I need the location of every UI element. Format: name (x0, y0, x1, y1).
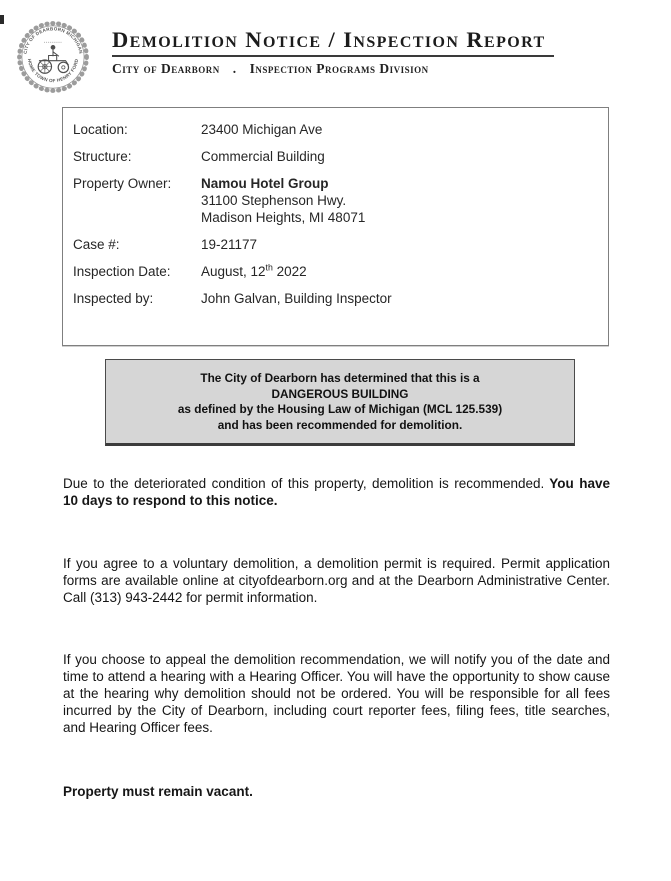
department-subtitle (112, 61, 554, 77)
subtitle-separator: . (232, 61, 237, 76)
form-row-case-number (73, 236, 598, 253)
dangerous-building-notice-box (105, 359, 575, 446)
seal-antique-car-icon (38, 42, 68, 73)
subtitle-division: Inspection Programs Division (249, 61, 429, 76)
date-ordinal-suffix: th (265, 262, 273, 273)
structure-value: Commercial Building (201, 149, 325, 164)
inspected-by-label: Inspected by: (73, 291, 154, 306)
inspection-date-value: August, 12th 2022 (201, 262, 307, 279)
case-number-label: Case #: (73, 237, 120, 252)
property-info-box (62, 107, 609, 346)
notice-line-4: and has been recommended for demolition. (217, 417, 463, 432)
paragraph-response-deadline (63, 475, 610, 509)
form-row-location (73, 121, 598, 138)
paragraph-voluntary-demolition: If you agree to a voluntary demolition, a demolition permit is required. Permit application forms are available online at cityofdearborn.org and at the Dearborn Administrative Center. Call (313) 943-2442 for permit information. (63, 556, 610, 606)
form-row-inspected-by (73, 290, 598, 307)
location-label: Location: (73, 122, 128, 137)
notice-line-2: DANGEROUS BUILDING (271, 386, 409, 401)
form-row-property-owner (73, 175, 598, 226)
location-value: 23400 Michigan Ave (201, 122, 323, 137)
form-row-structure (73, 148, 598, 165)
page-title: Demolition Notice / Inspection Report (112, 27, 554, 57)
paragraph-appeal-process: If you choose to appeal the demolition recommendation, we will notify you of the date and time to attend a hearing with a Hearing Officer. You will have the opportunity to show cause at the hearing why demolition should not be ordered. You will be responsible for all fees incurred by the City of Dearborn, including court reporter fees, filing fees, title searches, and Hearing Officer fees. (63, 652, 610, 736)
structure-label: Structure: (73, 149, 132, 164)
form-row-inspection-date (73, 263, 598, 280)
p1-normal-text: Due to the deteriorated condition of this property, demolition is recommended. (63, 476, 545, 492)
subtitle-city: City of Dearborn (112, 61, 220, 76)
owner-address-line1: 31100 Stephenson Hwy. (201, 193, 347, 208)
inspection-date-label: Inspection Date: (73, 264, 171, 279)
seal-top-text: CITY OF DEARBORN MICHIGAN (22, 26, 84, 55)
city-seal-icon (16, 20, 90, 94)
property-owner-label: Property Owner: (73, 176, 172, 191)
seal-bottom-text: HOME TOWN OF HENRY FORD (26, 58, 80, 84)
notice-line-1: The City of Dearborn has determined that this is a (200, 371, 480, 385)
paragraph-vacancy-requirement: Property must remain vacant. (63, 784, 253, 800)
owner-address-line2: Madison Heights, MI 48071 (201, 210, 366, 225)
document-header (0, 0, 671, 107)
property-owner-value (201, 175, 598, 226)
notice-line-3: as defined by the Housing Law of Michigan (MCL 125.539) (177, 402, 503, 417)
owner-name: Namou Hotel Group (201, 176, 329, 191)
inspected-by-value: John Galvan, Building Inspector (201, 291, 392, 306)
case-number-value: 19-21177 (201, 237, 258, 252)
p1-bold-text: You have 10 days to respond to this notice. (63, 476, 610, 509)
